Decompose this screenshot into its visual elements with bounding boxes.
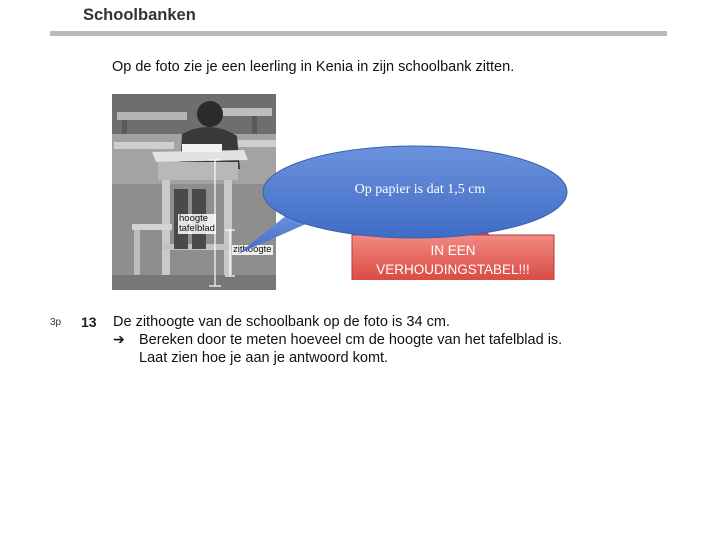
- question-number: 13: [81, 314, 97, 330]
- intro-text: Op de foto zie je een leerling in Kenia in zijn schoolbank zitten.: [112, 59, 515, 75]
- label-seat-height: zithoogte: [233, 244, 272, 255]
- arrow-icon: ➔: [113, 331, 125, 347]
- question-line-1: De zithoogte van de schoolbank op de foto is 34 cm.: [113, 314, 450, 330]
- question-points: 3p: [50, 317, 62, 328]
- title-divider: [50, 31, 667, 36]
- page-title: Schoolbanken: [83, 6, 196, 24]
- banner-text: IN EEN VERHOUDINGSTABEL!!!: [376, 243, 530, 277]
- question-line-3: Laat zien hoe je aan je antwoord komt.: [139, 350, 389, 366]
- question-line-2: Bereken door te meten hoeveel cm de hoogte van het tafelblad is.: [139, 332, 563, 348]
- label-tabletop-height: hoogte tafelblad: [179, 213, 215, 234]
- callout-text: Op papier is dat 1,5 cm: [354, 182, 486, 197]
